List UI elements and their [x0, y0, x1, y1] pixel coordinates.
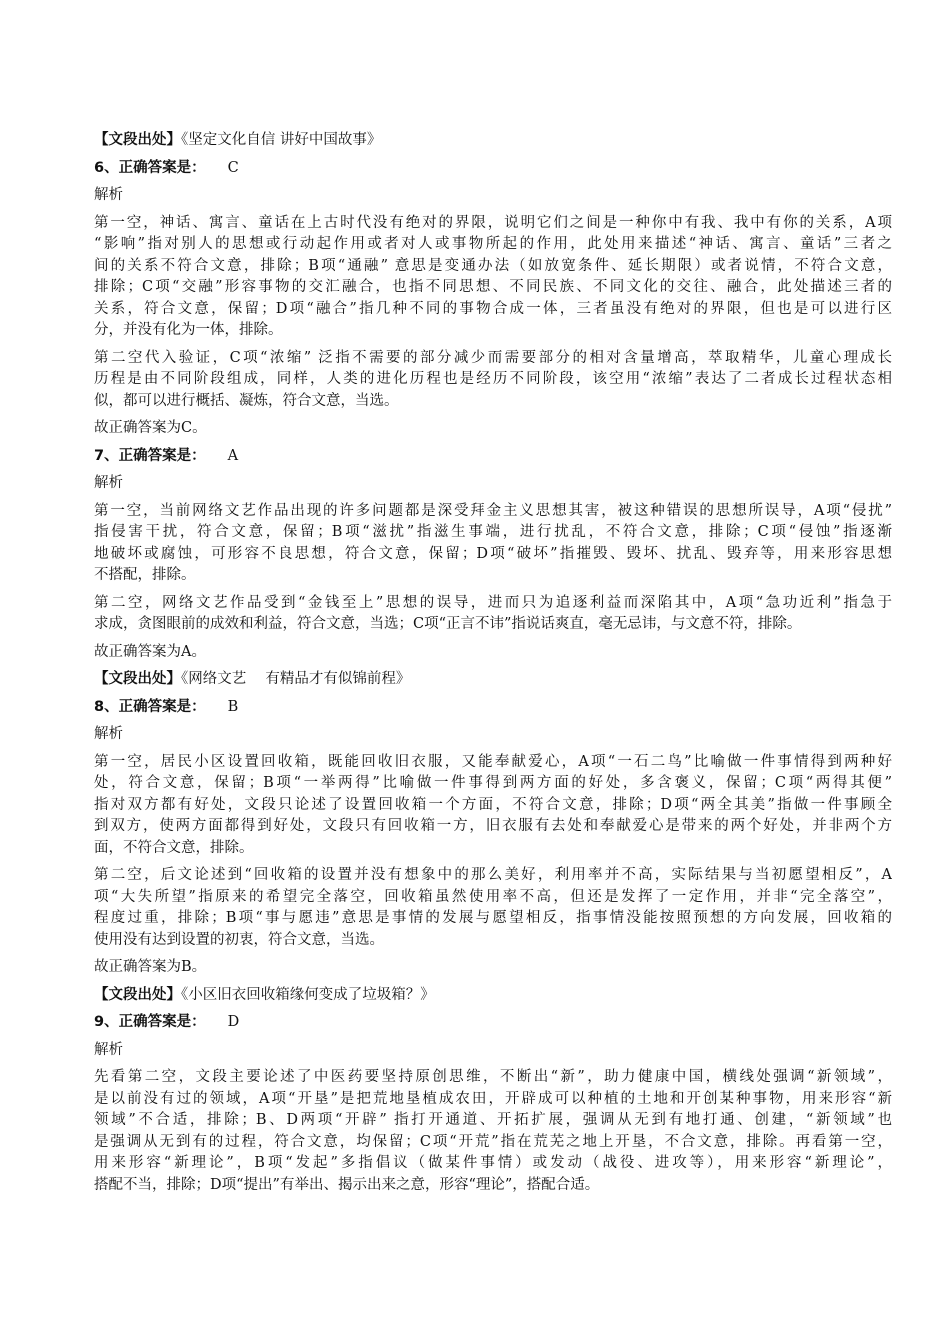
paragraph-line: 不搭配，排除。 — [94, 567, 196, 583]
paragraph-line: 求成，贪图眼前的成效和利益，符合文意，当选；C项“正言不讳”指说话爽直，毫无忌讳，与文意不符，排除。 — [94, 616, 802, 632]
paragraph-line: 程度过重，排除；B项“事与愿违”意思是事情的发展与愿望相反，指事情没能按照预想的方向发展，回收箱的 — [94, 910, 892, 926]
paragraph-line: 项“大失所望”指原来的希望完全落空，回收箱虽然使用率不高，但还是发挥了一定作用，并非“完全落空”， — [94, 888, 892, 905]
source-title: 《小区旧衣回收箱缘何变成了垃圾箱？》 — [181, 986, 435, 1003]
analysis-label: 解析 — [94, 726, 123, 742]
analysis-paragraph — [94, 501, 892, 587]
question-number-label: 6、正确答案是： — [94, 159, 206, 176]
analysis-label: 解析 — [94, 187, 123, 203]
paragraph-line: 是以前没有过的领域，A项“开垦”是把荒地垦植成农田，开辟成可以种植的土地和开创某种事物，用来形容“新 — [94, 1090, 892, 1107]
paragraph-line: 第二空，后文论述到“回收箱的设置并没有想象中的那么美好，利用率并不高，实际结果与当初愿望相反”，A — [94, 867, 892, 883]
paragraph-line: 用来形容“新理论”，B项“发起”多指倡议（做某件事情）或发动（战役、进攻等），用来形容“新理论”， — [94, 1155, 892, 1171]
paragraph-line: 搭配不当，排除；D项“提出”有举出、揭示出来之意，形容“理论”，搭配合适。 — [94, 1176, 600, 1193]
paragraph-line: 到双方，使两方面都得到好处，文段只有回收箱一方，旧衣服有去处和奉献爱心是带来的两个好处，并非两个方 — [94, 818, 892, 834]
paragraph-line: 面，不符合文意，排除。 — [94, 839, 254, 856]
answer-letter: A — [227, 447, 239, 464]
paragraph-line: 是强调从无到有的过程，符合文意，均保留；C项“开荒”指在荒芜之地上开垦，不合文意，排除。再看第一空， — [94, 1133, 892, 1150]
answer-letter: C — [227, 159, 239, 176]
analysis-paragraph — [94, 1067, 892, 1196]
analysis-paragraph — [94, 752, 892, 860]
source-label: 【文段出处】 — [94, 132, 181, 148]
analysis-label: 解析 — [94, 1041, 123, 1058]
source-label: 【文段出处】 — [94, 986, 181, 1003]
answer-conclusion: 故正确答案为A。 — [94, 643, 206, 660]
paragraph-line: 领域”不合适，排除；B、D两项“开辟” 指打开通道、开拓扩展，强调从无到有地打通、创建，“新领域”也 — [94, 1112, 892, 1128]
analysis-paragraph — [94, 213, 892, 342]
question-number-label: 8、正确答案是： — [94, 698, 206, 715]
paragraph-line: “影响”指对别人的思想或行动起作用或者对人或事物所起的作用，此处用来描述“神话、寓言、童话”三者之 — [94, 236, 892, 252]
paragraph-line: 使用没有达到设置的初衷，符合文意，当选。 — [94, 931, 384, 948]
answer-letter: B — [227, 698, 239, 715]
paragraph-line: 处，符合文意，保留；B项“一举两得”比喻做一件事得到两方面的好处，多含褒义，保留；C项“两得其便” — [94, 775, 892, 791]
source-title: 《网络文艺 有精品才有似锦前程》 — [181, 671, 411, 687]
analysis-paragraph — [94, 865, 892, 951]
question-header — [94, 1012, 892, 1034]
source-label: 【文段出处】 — [94, 671, 181, 687]
source-line — [94, 130, 892, 152]
paragraph-line: 历程是由不同阶段组成，同样，人类的进化历程也是经历不同阶段，该空用“浓缩”表达了二者成长过程状态相 — [94, 371, 892, 387]
paragraph-line: 关系，符合文意，保留；D项“融合”指几种不同的事物合成一体，三者虽没有绝对的界限，但也是可以进行区 — [94, 300, 892, 317]
paragraph-line: 第二空代入验证，C项“浓缩” 泛指不需要的部分减少而需要部分的相对含量增高，萃取精华，儿童心理成长 — [94, 349, 892, 366]
paragraph-line: 似，都可以进行概括、凝炼，符合文意，当选。 — [94, 392, 399, 409]
answer-conclusion: 故正确答案为C。 — [94, 420, 207, 436]
paragraph-line: 第一空，居民小区设置回收箱，既能回收旧衣服，又能奉献爱心，A项“一石二鸟”比喻做一件事情得到两种好 — [94, 753, 892, 770]
answer-conclusion: 故正确答案为B。 — [94, 959, 207, 975]
paragraph-line: 先看第二空，文段主要论述了中医药要坚持原创思维，不断出“新”，助力健康中国，横线处强调“新领域”， — [94, 1069, 892, 1085]
source-line — [94, 669, 892, 691]
paragraph-line: 地破坏或腐蚀，可形容不良思想，符合文意，保留；D项“破坏”指摧毁、毁坏、扰乱、毁弃等，用来形容思想 — [94, 545, 892, 562]
question-header — [94, 446, 892, 468]
paragraph-line: 第一空，神话、寓言、童话在上古时代没有绝对的界限，说明它们之间是一种你中有我、我中有你的关系，A项 — [94, 214, 892, 231]
paragraph-line: 间的关系不符合文意，排除；B项“通融” 意思是变通办法（如放宽条件、延长期限）或者说情，不符合文意， — [94, 257, 892, 274]
question-header — [94, 697, 892, 719]
paragraph-line: 指对双方都有好处，文段只论述了设置回收箱一个方面，不符合文意，排除；D项“两全其美”指做一件事顾全 — [94, 796, 892, 813]
paragraph-line: 排除；C项“交融”形容事物的交汇融合，也指不同思想、不同民族、不同文化的交往、融合，此处描述三者的 — [94, 279, 892, 295]
analysis-paragraph — [94, 348, 892, 413]
question-number-label: 7、正确答案是： — [94, 447, 206, 464]
source-line — [94, 985, 892, 1007]
paragraph-line: 分，并没有化为一体，排除。 — [94, 322, 283, 338]
paragraph-line: 指侵害干扰，符合文意，保留；B项“滋扰”指滋生事端，进行扰乱，不符合文意，排除；C项“侵蚀”指逐渐 — [94, 524, 892, 540]
analysis-paragraph — [94, 593, 892, 636]
source-title: 《坚定文化自信 讲好中国故事》 — [181, 132, 382, 148]
question-header — [94, 158, 892, 180]
question-number-label: 9、正确答案是： — [94, 1014, 206, 1030]
paragraph-line: 第一空，当前网络文艺作品出现的许多问题都是深受拜金主义思想其害，被这种错误的思想所误导，A项“侵扰” — [94, 502, 892, 519]
paragraph-line: 第二空，网络文艺作品受到“金钱至上”思想的误导，进而只为追逐利益而深陷其中，A项“急功近利”指急于 — [94, 594, 892, 611]
answer-letter: D — [227, 1014, 240, 1030]
analysis-label: 解析 — [94, 475, 123, 491]
